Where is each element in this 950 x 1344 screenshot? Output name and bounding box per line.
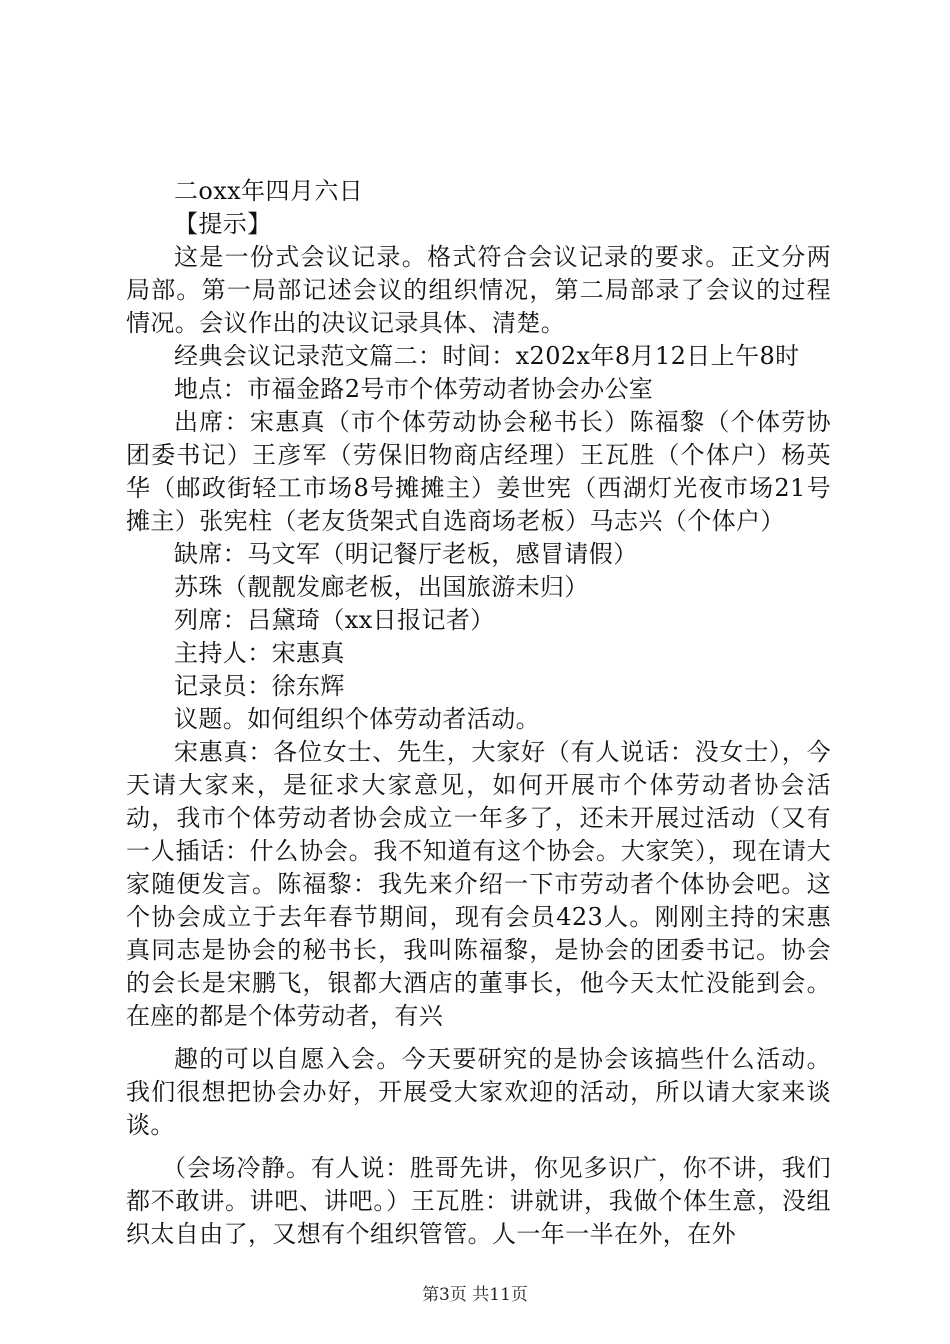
absentee-2: 苏珠（靓靓发廊老板，出国旅游未归） (174, 573, 589, 601)
attendees: 出席：宋惠真（市个体劳动协会秘书长）陈福黎（个体劳协团委书记）王彦军（劳保旧物商店经理）王瓦胜（个体户）杨英华（邮政街轻工市场8号摊摊主）姜世宪（西湖灯光夜市场21号摊主）张宪柱（老友货架式自选商场老板）马志兴（个体户） (126, 408, 831, 535)
tip-heading: 【提示】 (174, 210, 272, 238)
observers: 列席：吕黛琦（xx日报记者） (174, 606, 495, 634)
meeting-location: 地点：市福金路2号市个体劳动者协会办公室 (174, 375, 654, 403)
page-number: 第3页 共11页 (422, 1285, 528, 1305)
host: 主持人：宋惠真 (174, 639, 345, 667)
speech-song-chen: 宋惠真：各位女士、先生，大家好（有人说话：没女士），今天请大家来，是征求大家意见，如何开展市个体劳动者协会活动，我市个体劳动者协会成立一年多了，还未开展过活动（又有一人插话：什么协会。我不知道有这个协会。大家笑），现在请大家随便发言。陈福黎：我先来介绍一下市劳动者个体协会吧。这个协会成立于去年春节期间，现有会员423人。刚刚主持的宋惠真同志是协会的秘书长，我叫陈福黎，是协会的团委书记。协会的会长是宋鹏飞，银都大酒店的董事长，他今天太忙没能到会。在座的都是个体劳动者，有兴 (126, 738, 831, 1030)
speech-continuation: 趣的可以自愿入会。今天要研究的是协会该搞些什么活动。我们很想把协会办好，开展受大家欢迎的活动，所以请大家来谈谈。 (126, 1045, 831, 1139)
document-body (126, 175, 831, 1251)
page-footer (0, 1284, 950, 1306)
recorder: 记录员：徐东辉 (174, 672, 345, 700)
meeting-discussion: （会场冷静。有人说：胜哥先讲，你见多识广，你不讲，我们都不敢讲。讲吧、讲吧。）王瓦胜：讲就讲，我做个体生意，没组织太自由了，又想有个组织管管。人一年一半在外，在外 (126, 1154, 831, 1248)
tip-paragraph: 这是一份式会议记录。格式符合会议记录的要求。正文分两局部。第一局部记述会议的组织情况，第二局部录了会议的过程情况。会议作出的决议记录具体、清楚。 (126, 243, 831, 337)
agenda: 议题。如何组织个体劳动者活动。 (174, 705, 540, 733)
meeting-time: 经典会议记录范文篇二：时间：x202x年8月12日上午8时 (174, 342, 800, 370)
absentee-1: 缺席：马文军（明记餐厅老板，感冒请假） (174, 540, 638, 568)
date-line: 二oxx年四月六日 (174, 177, 364, 205)
